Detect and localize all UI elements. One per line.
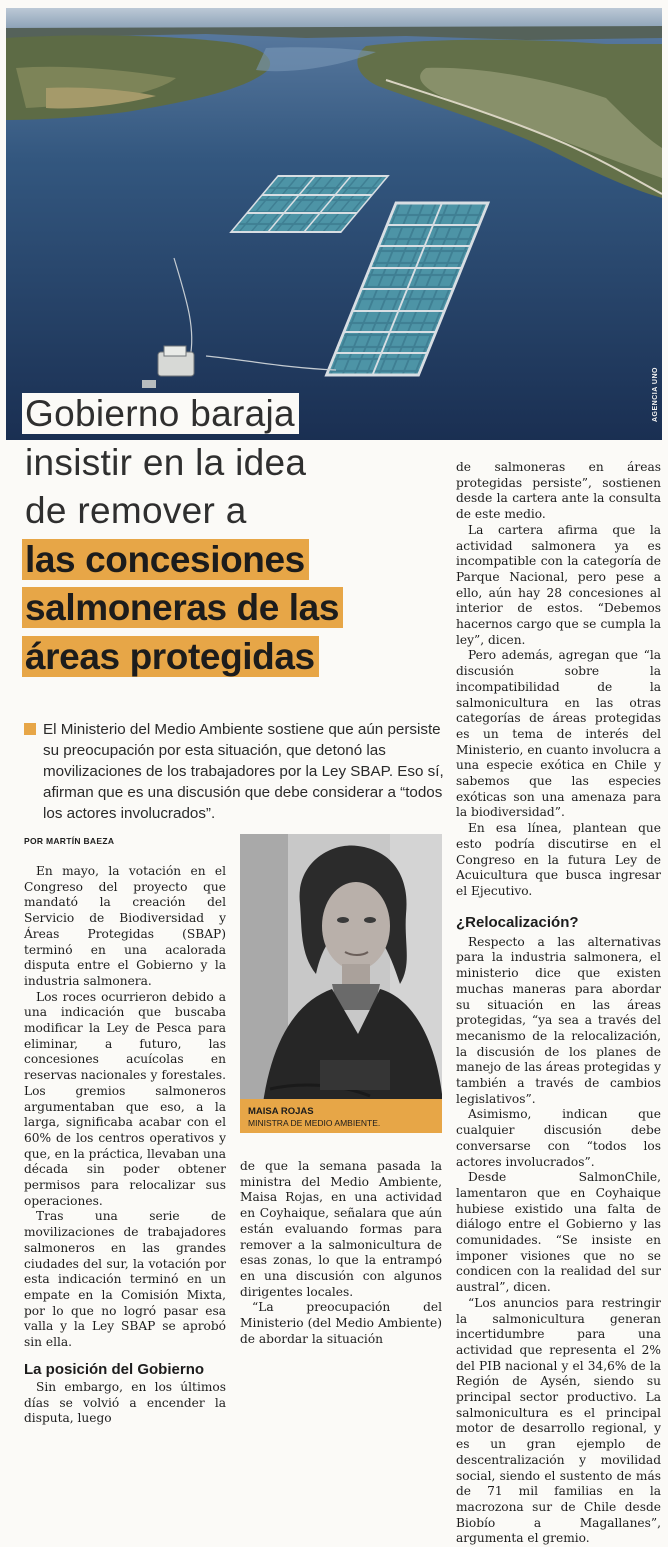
headline [22, 394, 442, 685]
headline-highlight-line: áreas protegidas [22, 637, 442, 686]
paragraph: de salmoneras en áreas protegidas persiste”, sostienen desde la cartera ante la consulta de este medio. [456, 460, 661, 522]
byline: POR MARTÍN BAEZA [24, 836, 115, 846]
paragraph: La cartera afirma que la actividad salmonera ya es incompatible con la categoría de Parque Nacional, pero pese a ello, aún hay 28 concesiones al interior de estos. “Debemos hacernos cargo que se cumpla la ley”, dicen. [456, 522, 661, 647]
caption-name: MAISA ROJAS [248, 1106, 314, 1117]
headline-highlight-line: las concesiones [22, 540, 442, 589]
headline-line: de remover a [22, 491, 442, 540]
paragraph: Tras una serie de movilizaciones de trabajadores salmoneros en las grandes ciudades del sur, la votación por esta indicación terminó en un empate en la Comisión Mixta, por lo que no logró pasar esa valla y la Ley SBAP se aprobó sin ella. [24, 1209, 226, 1350]
photo-credit: AGENCIA UNO [652, 366, 659, 422]
paragraph: Asimismo, indican que cualquier discusión debe conversarse con “todos los actores involucrados”. [456, 1107, 661, 1169]
headline-highlight-line: salmoneras de las [22, 588, 442, 637]
headline-line: Gobierno baraja [22, 394, 442, 443]
paragraph: Los roces ocurrieron debido a una indicación que buscaba modificar la Ley de Pesca para eliminar, a futuro, las concesiones acuícolas en reservas nacionales y forestales. Los gremios salmoneros argumentaban que eso, a la larga, significaba acabar con el 60% de los centros operativos y que, en la práctica, llevaban una década sin poder obtener permisos para relocalizar sus operaciones. [24, 989, 226, 1208]
salmon-farm-aerial-image [6, 8, 662, 440]
paragraph: Respecto a las alternativas para la industria salmonera, el ministerio dice que existen muchas maneras para abordar su situación en las áreas protegidas, “ya sea a través del mecanismo de la relocalización, la discusión de los planes de manejo de las áreas protegidas y también a través de cambios legislativos”. [456, 934, 661, 1106]
section-heading: ¿Relocalización? [456, 913, 579, 931]
bullet-square-icon [24, 723, 36, 735]
summary-text: El Ministerio del Medio Ambiente sostiene que aún persiste su preocupación por esta situación, que detonó las movilizaciones de los trabajadores por la Ley SBAP. Eso sí, afirman que es una discusión que debe considerar a “todos los actores involucrados”. [43, 721, 444, 822]
caption-role: MINISTRA DE MEDIO AMBIENTE. [248, 1118, 381, 1128]
aerial-photo [6, 8, 662, 440]
lead-summary [24, 719, 444, 824]
paragraph: “Los anuncios para restringir la salmonicultura generan incertidumbre para una actividad que representa el 2% del PIB nacional y el 34,6% de la Región de Aysén, siendo su principal sector productivo. La salmonicultura es el principal motor de desarrollo regional, y es un gran ejemplo de descentralización y movilidad social, siendo el sustento de más de 71 mil familias en la macrozona sur de Chile desde Biobío a Magallanes”, argumenta el gremio. [456, 1295, 661, 1546]
minister-portrait-image [240, 834, 442, 1133]
paragraph: Desde SalmonChile, lamentaron que en Coyhaique hubiese existido una falta de diálogo entre el Gobierno y las comunidades. “Se insiste en imponer visiones que no se condicen con la realidad del sur austral”, dicen. [456, 1170, 661, 1295]
paragraph: de que la semana pasada la ministra del Medio Ambiente, Maisa Rojas, en una actividad en Coyhaique, señalara que aún están evaluando formas para remover a la salmonicultura de esas zonas, lo que la entrampó en una discusión con algunos dirigentes locales. [240, 1159, 442, 1299]
paragraph: En esa línea, plantean que esto podría discutirse en el Congreso en la futura Ley de Acuicultura que busca ingresar el Ejecutivo. [456, 821, 661, 898]
article-column-2 [240, 1159, 442, 1347]
article-column-3 [456, 460, 661, 1547]
portrait-photo [240, 834, 442, 1133]
article-column-1 [24, 864, 226, 1427]
section-heading: La posición del Gobierno [24, 1360, 205, 1378]
paragraph: En mayo, la votación en el Congreso del proyecto que mandató la creación del Servicio de Biodiversidad y Áreas Protegidas (SBAP) terminó en una acalorada disputa entre el Gobierno y la industria salmonera. [24, 864, 226, 988]
paragraph: “La preocupación del Ministerio (del Medio Ambiente) de abordar la situación [240, 1300, 442, 1346]
photo-caption [240, 1099, 442, 1133]
paragraph: Sin embargo, en los últimos días se volvió a encender la disputa, luego [24, 1379, 226, 1426]
paragraph: Pero además, agregan que “la discusión sobre la incompatibilidad de la salmonicultura en las otras categorías de áreas protegidas es un tema de interés del Ministerio, en cuanto involucra a una especie exótica en Chile y sabemos que las especies exóticas son una amenaza para la biodiversidad”. [456, 648, 661, 820]
headline-line: insistir en la idea [22, 443, 442, 492]
